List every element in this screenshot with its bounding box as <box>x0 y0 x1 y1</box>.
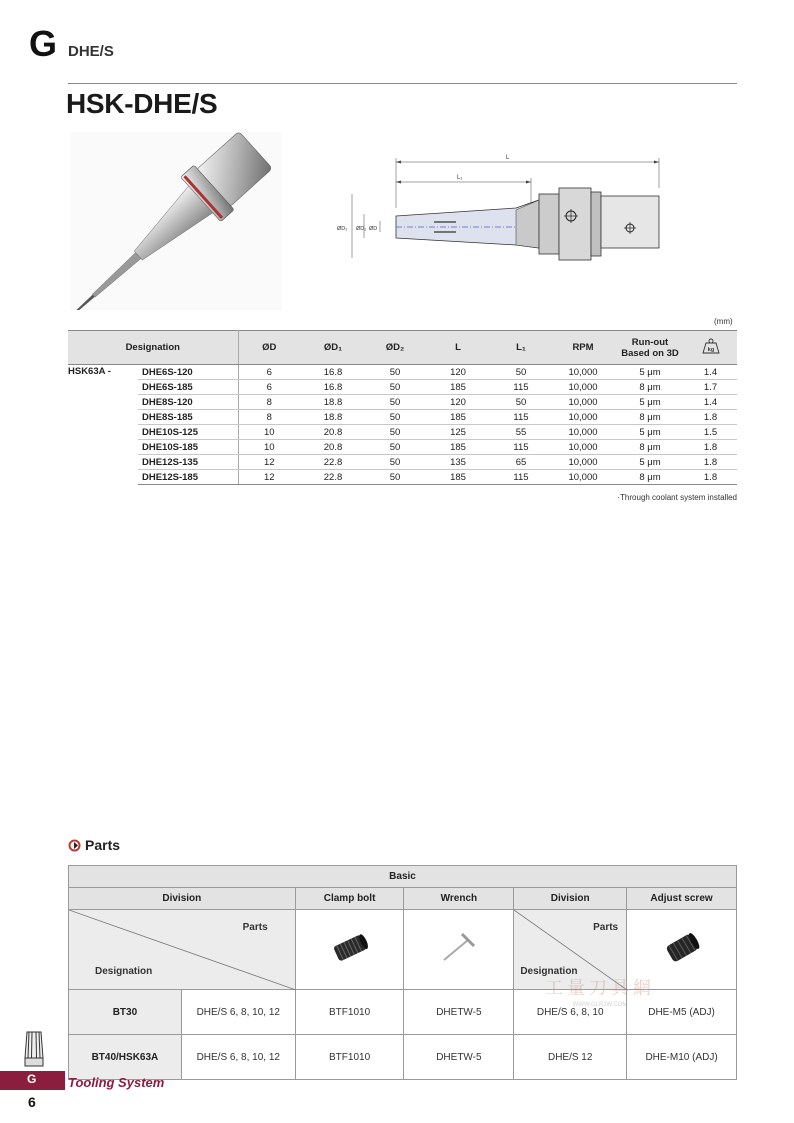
spec-row-rpm: 10,000 <box>550 455 616 470</box>
spec-row-d1: 20.8 <box>300 425 366 440</box>
product-photo <box>70 132 282 310</box>
spec-row-l: 185 <box>424 380 492 395</box>
spec-row-runout: 5 μm <box>616 365 684 380</box>
spec-row <box>68 440 737 455</box>
parts-table <box>68 865 737 1080</box>
spec-row-rpm: 10,000 <box>550 380 616 395</box>
spec-row-runout: 5 μm <box>616 425 684 440</box>
watermark-url: WWW.GLRJW.COM <box>572 1002 628 1008</box>
section-tab-letter: G <box>27 1072 37 1086</box>
page-title: HSK-DHE/S <box>66 88 218 119</box>
spec-row-d2: 50 <box>366 380 424 395</box>
footer-text: Tooling System <box>68 1075 165 1090</box>
parts-row-clamp-bolt: BTF1010 <box>295 990 404 1035</box>
designation-parts-diagonal-cell <box>69 910 296 990</box>
header-runout <box>616 331 684 365</box>
spec-row-d: 12 <box>238 470 300 485</box>
spec-row-runout: 8 μm <box>616 380 684 395</box>
spec-row-runout: 8 μm <box>616 410 684 425</box>
page-number: 6 <box>28 1094 36 1110</box>
spec-row-d1: 20.8 <box>300 440 366 455</box>
parts-row-division: DHE/S 6, 8, 10, 12 <box>181 1035 295 1080</box>
spec-row-l1: 55 <box>492 425 550 440</box>
circle-arrow-icon <box>68 839 81 852</box>
spec-row-d2: 50 <box>366 440 424 455</box>
parts-row-division2: DHE/S 12 <box>514 1035 627 1080</box>
section-name: DHE/S <box>68 43 114 60</box>
adjust-screw-icon <box>659 930 705 966</box>
spec-row-weight: 1.8 <box>684 410 737 425</box>
spec-row-l1: 115 <box>492 410 550 425</box>
spec-row-rpm: 10,000 <box>550 425 616 440</box>
dim-label-l: L <box>506 155 510 161</box>
unit-label: (mm) <box>714 317 733 326</box>
spec-row-rpm: 10,000 <box>550 470 616 485</box>
coolant-note: ·Through coolant system installed <box>617 493 737 502</box>
diag-designation-label: Designation <box>95 966 153 977</box>
weight-icon-text: kg <box>707 347 714 353</box>
parts-wrench-header: Wrench <box>404 888 514 910</box>
spec-row-l: 120 <box>424 365 492 380</box>
dim-label-d2: ØD₂ <box>337 226 348 232</box>
parts-row-adjust-screw: DHE-M5 (ADJ) <box>627 990 737 1035</box>
spec-row <box>68 470 737 485</box>
parts-adjust-screw-header: Adjust screw <box>627 888 737 910</box>
parts-row-division2: DHE/S 6, 8, 10 <box>514 990 627 1035</box>
spec-row-runout: 8 μm <box>616 440 684 455</box>
spec-row-l1: 115 <box>492 380 550 395</box>
parts-heading-text: Parts <box>85 837 121 853</box>
spec-row-runout: 5 μm <box>616 455 684 470</box>
spec-row-rpm: 10,000 <box>550 395 616 410</box>
parts-basic-header: Basic <box>69 866 737 888</box>
wrench-image <box>404 910 514 990</box>
spec-row-rpm: 10,000 <box>550 365 616 380</box>
technical-drawing <box>334 148 664 270</box>
diag-parts-label: Parts <box>242 922 268 933</box>
spec-row <box>68 365 737 380</box>
spec-row-d2: 50 <box>366 395 424 410</box>
spec-row-d: 12 <box>238 455 300 470</box>
parts-row <box>69 1035 737 1080</box>
spec-row-code: DHE10S-185 <box>138 440 238 455</box>
header-runout-line2: Based on 3D <box>621 347 679 359</box>
spec-row-code: DHE6S-185 <box>138 380 238 395</box>
spec-row <box>68 395 737 410</box>
spec-row-weight: 1.4 <box>684 365 737 380</box>
spec-row-d2: 50 <box>366 365 424 380</box>
parts-row-division: DHE/S 6, 8, 10, 12 <box>181 990 295 1035</box>
spec-row-code: DHE12S-135 <box>138 455 238 470</box>
spec-row-code: DHE12S-185 <box>138 470 238 485</box>
spec-row-weight: 1.8 <box>684 455 737 470</box>
spec-row <box>68 425 737 440</box>
spec-row-l1: 115 <box>492 440 550 455</box>
spec-row-d: 6 <box>238 365 300 380</box>
spec-row-d1: 16.8 <box>300 380 366 395</box>
spec-row-code: DHE8S-120 <box>138 395 238 410</box>
spec-row-d1: 18.8 <box>300 410 366 425</box>
parts-division2-header: Division <box>514 888 627 910</box>
dim-label-d1: ØD₁ <box>356 226 367 232</box>
header-divider <box>68 83 737 84</box>
spec-row-l: 185 <box>424 440 492 455</box>
spec-row-l: 120 <box>424 395 492 410</box>
parts-row-adjust-screw: DHE-M10 (ADJ) <box>627 1035 737 1080</box>
spec-row-weight: 1.8 <box>684 470 737 485</box>
diag-parts-label-2: Parts <box>593 922 619 933</box>
spec-row <box>68 410 737 425</box>
watermark-text: 工量刀具網 <box>545 978 655 998</box>
header-rpm: RPM <box>550 331 616 365</box>
adjust-screw-image <box>627 910 737 990</box>
spec-row-d2: 50 <box>366 410 424 425</box>
spec-row-weight: 1.4 <box>684 395 737 410</box>
diag-designation-label-2: Designation <box>520 966 578 977</box>
spec-row-d: 6 <box>238 380 300 395</box>
spec-row-runout: 5 μm <box>616 395 684 410</box>
section-letter: G <box>29 23 58 64</box>
parts-row-wrench: DHETW-5 <box>404 990 514 1035</box>
parts-division-header: Division <box>69 888 296 910</box>
spec-row-d2: 50 <box>366 425 424 440</box>
header-l: L <box>424 331 492 365</box>
spec-row-d: 10 <box>238 425 300 440</box>
spec-row-weight: 1.8 <box>684 440 737 455</box>
wrench-icon <box>436 930 482 966</box>
header-d2: ØD₂ <box>366 331 424 365</box>
spec-row-l: 185 <box>424 410 492 425</box>
spec-row-d1: 16.8 <box>300 365 366 380</box>
header-l1: L₁ <box>492 331 550 365</box>
spec-row-rpm: 10,000 <box>550 410 616 425</box>
spec-row-l1: 50 <box>492 395 550 410</box>
spec-row-weight: 1.5 <box>684 425 737 440</box>
spec-row-d: 8 <box>238 395 300 410</box>
header-d: ØD <box>238 331 300 365</box>
spec-row-code: DHE10S-125 <box>138 425 238 440</box>
holder-group-label: HSK63A - <box>68 366 111 377</box>
parts-heading <box>68 837 120 853</box>
designation-parts-diagonal-cell-2 <box>514 910 627 990</box>
spec-row-rpm: 10,000 <box>550 440 616 455</box>
spec-row-l: 135 <box>424 455 492 470</box>
parts-clamp-bolt-header: Clamp bolt <box>295 888 404 910</box>
parts-row-model: BT30 <box>69 990 182 1035</box>
spec-row-d1: 22.8 <box>300 455 366 470</box>
dim-label-l1: L₁ <box>457 175 463 181</box>
spec-row-runout: 8 μm <box>616 470 684 485</box>
spec-row-d1: 22.8 <box>300 470 366 485</box>
spec-row-l1: 65 <box>492 455 550 470</box>
spec-row-d: 8 <box>238 410 300 425</box>
spec-row-d2: 50 <box>366 470 424 485</box>
collet-icon <box>23 1028 45 1070</box>
spec-table <box>68 330 737 485</box>
spec-row-l: 125 <box>424 425 492 440</box>
header-d1: ØD₁ <box>300 331 366 365</box>
dim-label-d: ØD <box>369 226 378 232</box>
spec-row-d2: 50 <box>366 455 424 470</box>
spec-row-l: 185 <box>424 470 492 485</box>
clamp-bolt-icon <box>327 930 373 966</box>
parts-row <box>69 990 737 1035</box>
spec-row-code: DHE6S-120 <box>138 365 238 380</box>
header-designation: Designation <box>68 331 238 365</box>
spec-row-l1: 50 <box>492 365 550 380</box>
spec-row-l1: 115 <box>492 470 550 485</box>
header-runout-line1: Run-out <box>631 336 669 348</box>
header-weight <box>684 331 737 365</box>
parts-row-clamp-bolt: BTF1010 <box>295 1035 404 1080</box>
spec-row-d: 10 <box>238 440 300 455</box>
clamp-bolt-image <box>295 910 404 990</box>
parts-row-model: BT40/HSK63A <box>69 1035 182 1080</box>
spec-row-d1: 18.8 <box>300 395 366 410</box>
spec-row-weight: 1.7 <box>684 380 737 395</box>
spec-row <box>68 380 737 395</box>
spec-row-code: DHE8S-185 <box>138 410 238 425</box>
weight-kg-icon <box>700 338 722 354</box>
spec-row <box>68 455 737 470</box>
parts-row-wrench: DHETW-5 <box>404 1035 514 1080</box>
